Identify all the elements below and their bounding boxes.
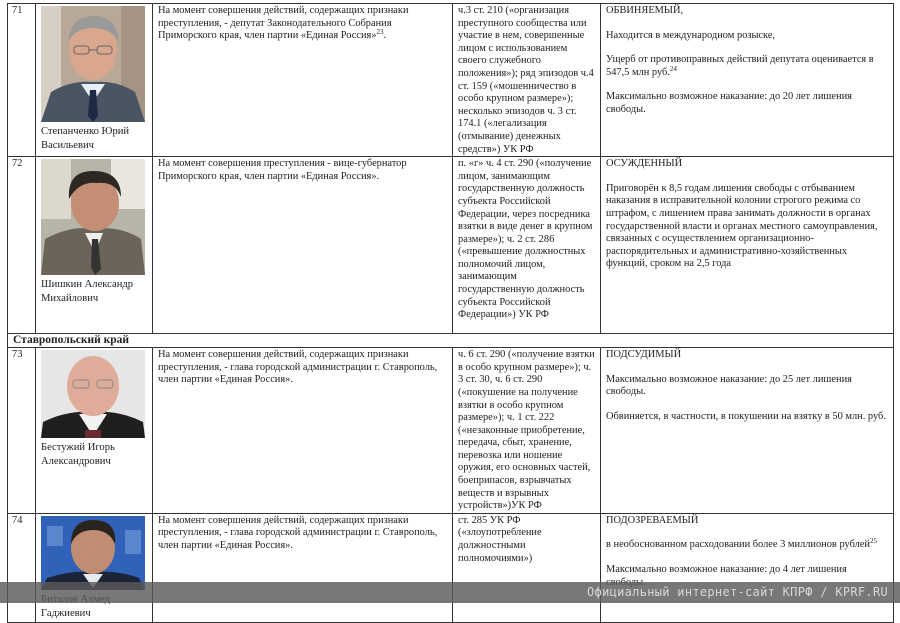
- status-cell: [601, 348, 894, 514]
- status-detail: Находится в международном розыске,: [606, 29, 776, 41]
- footnote-ref[interactable]: 23: [376, 28, 384, 37]
- row-number: 74: [8, 513, 36, 622]
- table-row: [8, 157, 894, 334]
- person-name: Шишкин Александр Михайлович: [41, 279, 134, 305]
- row-number: 72: [8, 157, 36, 334]
- person-photo: [41, 350, 145, 438]
- region-header-row: [8, 334, 894, 348]
- person-name: Степанченко Юрий Васильевич: [41, 126, 130, 151]
- status-label: ПОДОЗРЕВАЕМЫЙ: [606, 514, 699, 526]
- status-detail: Приговорён к 8,5 годам лишения свободы с отбыванием наказания в исправительной колонии строгого режима со штрафом, с лишением права занимать должности в органах государственной власти и органах местного самоуправления, связанных с осуществлением организационно-распорядительных и административно-хозяйственных функций, сроком на 2,5 года: [606, 182, 878, 270]
- person-name: Бестужий Игорь Александрович: [41, 442, 115, 468]
- spending-text: в необоснованном расходовании более 3 миллионов рублей: [606, 539, 870, 551]
- status-detail: Максимально возможное наказание: до 20 лет лишения свободы.: [606, 91, 852, 115]
- officials-table: [7, 3, 894, 623]
- status-detail: Максимально возможное наказание: до 25 лет лишения свободы.: [606, 373, 852, 398]
- status-detail: Обвиняется, в частности, в покушении на взятку в 50 млн. руб.: [606, 410, 886, 422]
- position-text: На момент совершения действий, содержащих признаки преступления, - депутат Законодательного Собрания Приморского края, член партии «Единая Россия»: [158, 5, 409, 42]
- position-cell: На момент совершения действий, содержащих признаки преступления, - глава городской администрации г. Ставрополь, член партии «Единая Россия».: [153, 513, 453, 622]
- table-row: [8, 4, 894, 157]
- footnote-ref[interactable]: 25: [869, 537, 877, 546]
- document-page: [7, 3, 893, 623]
- status-label: ОБВИНЯЕМЫЙ,: [606, 5, 684, 16]
- status-detail: [606, 54, 888, 79]
- footnote-ref[interactable]: 24: [669, 64, 677, 73]
- person-photo: [41, 159, 145, 275]
- person-name: Гаджиевич: [41, 607, 91, 619]
- position-cell: [153, 4, 453, 157]
- row-number: 73: [8, 348, 36, 514]
- status-cell: [601, 513, 894, 622]
- damage-text: Ущерб от противоправных действий депутата оценивается в 547,5 млн руб.: [606, 54, 874, 78]
- person-photo: [41, 6, 145, 122]
- watermark-bar: [0, 582, 900, 603]
- watermark-text: Официальный интернет-сайт КПРФ / KPRF.RU: [587, 585, 888, 599]
- person-cell: [36, 157, 153, 334]
- articles-cell: ст. 285 УК РФ («злоупотребление должностными полномочиями»): [453, 513, 601, 622]
- table-row: [8, 513, 894, 622]
- region-header: Ставропольский край: [8, 334, 894, 348]
- articles-cell: ч.3 ст. 210 («организация преступного сообщества или участие в нем, совершенные лицом с использованием своего служебного положения»); ряд эпизодов ч.4 ст. 159 («мошенничество в особо крупном размере»); несколько эпизодов ч. 3 ст. 174.1 («легализация (отмывание) денежных средств») УК РФ: [453, 4, 601, 157]
- status-cell: [601, 4, 894, 157]
- status-detail: [606, 539, 888, 552]
- position-tail: .: [383, 30, 387, 42]
- person-cell: [36, 4, 153, 157]
- status-cell: [601, 157, 894, 334]
- position-cell: На момент совершения действий, содержащих признаки преступления, - глава городской администрации г. Ставрополь, член партии «Единая Россия».: [153, 348, 453, 514]
- table-row: [8, 348, 894, 514]
- person-cell: [36, 513, 153, 622]
- articles-cell: ч. 6 ст. 290 («получение взятки в особо крупном размере»); ч. 3 ст. 30, ч. 6 ст. 290 («покушение на получение взятки в особо крупном размере»); ч. 1 ст. 222 («незаконные приобретение, передача, сбыт, хранение, перевозка или ношение оружия, его основных частей, боеприпасов, взрывчатых веществ и взрывных устройств»)УК РФ: [453, 348, 601, 514]
- person-photo: [41, 516, 145, 590]
- person-cell: [36, 348, 153, 514]
- status-detail: Максимально возможное наказание: до 4 лет лишения: [606, 564, 847, 576]
- position-cell: На момент совершения преступления - вице-губернатор Приморского края, член партии «Единая Россия».: [153, 157, 453, 334]
- row-number: 71: [8, 4, 36, 157]
- status-label: ПОДСУДИМЫЙ: [606, 349, 682, 361]
- articles-cell: п. «г» ч. 4 ст. 290 («получение лицом, занимающим государственную должность субъекта Российской Федерации, через посредника взятки в виде денег в крупном размере»); ч. 2 ст. 286 («превышение должностных полномочий лицом, занимающим государственную должность субъекта Российской Федерации») УК РФ: [453, 157, 601, 334]
- status-label: ОСУЖДЕННЫЙ: [606, 158, 683, 170]
